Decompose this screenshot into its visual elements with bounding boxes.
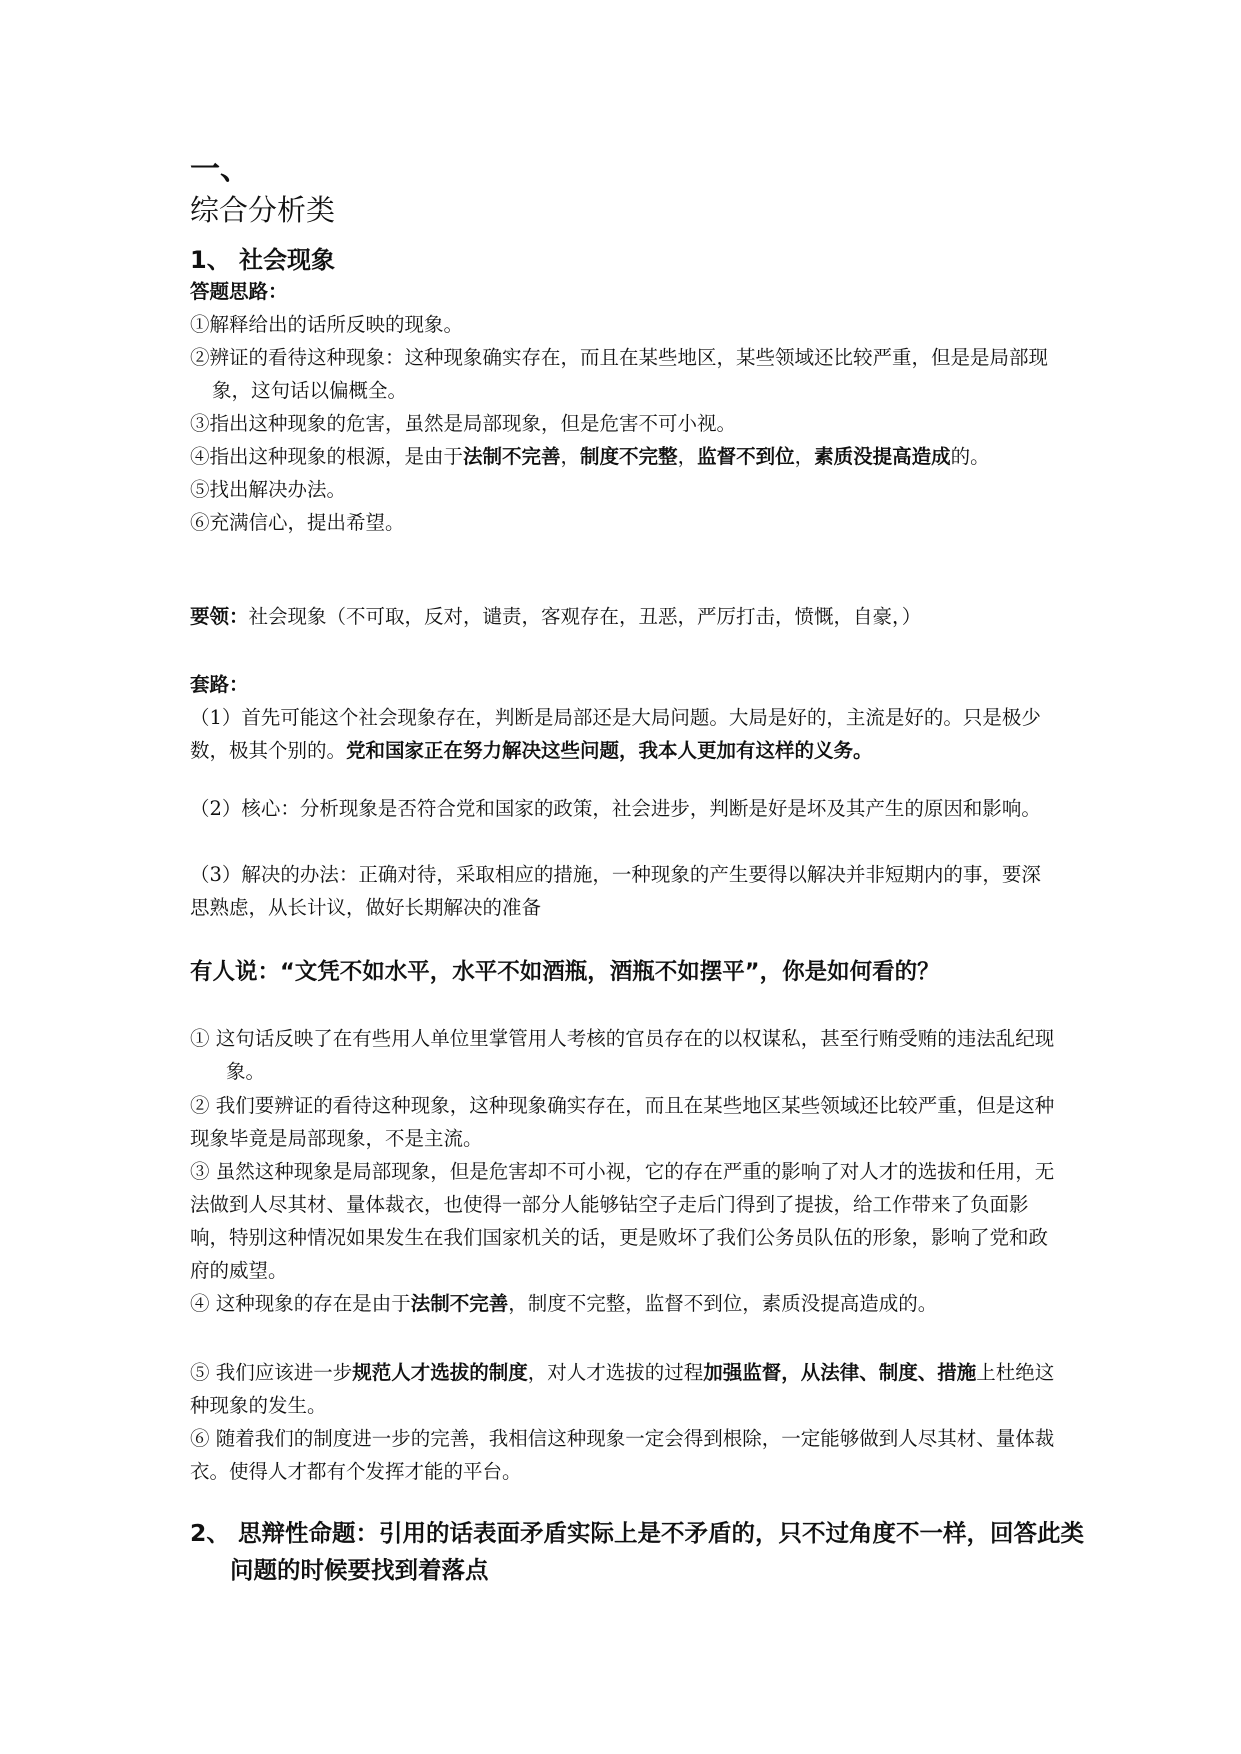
idea-item: ⑥充满信心，提出希望。 — [190, 511, 405, 534]
idea-bold: 制度不完整 — [580, 445, 678, 468]
comma: ， — [677, 445, 698, 468]
answer-1 — [190, 1022, 1060, 1088]
section-2-heading: 2、 思辩性命题：引用的话表面矛盾实际上是不矛盾的，只不过角度不一样，回答此类问题的时候要找到着落点 — [190, 1519, 1085, 1584]
routine-3 — [190, 858, 1060, 924]
answer-text: ⑤ 我们应该进一步 — [190, 1361, 353, 1384]
answer-bold: 加强监督，从法律、制度、措施 — [703, 1361, 977, 1384]
answer-item: ③ 虽然这种现象是局部现象，但是危害却不可小视，它的存在严重的影响了对人才的选拔和任用，无法做到人尽其材、量体裁衣，也使得一部分人能够钻空子走后门得到了提拔，给工作带来了负面影响，特别这种情况如果发生在我们国家机关的话，更是败坏了我们公务员队伍的形象，影响了党和政府的威望。 — [190, 1160, 1055, 1282]
idea-bold: 法制不完善 — [463, 445, 561, 468]
key-points — [190, 600, 1060, 633]
answer-6 — [190, 1422, 1060, 1488]
ideas-label: 答题思路： — [190, 280, 288, 303]
answer-item: ① 这句话反映了在有些用人单位里掌管用人考核的官员存在的以权谋私，甚至行贿受贿的违法乱纪现象。 — [190, 1027, 1055, 1083]
answer-text: ④ 这种现象的存在是由于 — [190, 1292, 411, 1315]
routine-2 — [190, 792, 1060, 825]
answer-4 — [190, 1287, 1060, 1320]
answer-bold: 规范人才选拔的制度 — [352, 1361, 528, 1384]
key-text: 社会现象（不可取，反对，谴责，客观存在，丑恶，严厉打击，愤慨，自豪，） — [248, 605, 922, 628]
idea-bold: 素质没提高造成 — [814, 445, 951, 468]
routine-text: （2）核心：分析现象是否符合党和国家的政策，社会进步，判断是好是坏及其产生的原因和影响。 — [190, 797, 1041, 820]
answer-text: ，对人才选拔的过程 — [527, 1361, 704, 1384]
idea-item: ②辨证的看待这种现象：这种现象确实存在，而且在某些地区，某些领域还比较严重，但是是局部现象，这句话以偏概全。 — [190, 346, 1049, 402]
question: 有人说：“文凭不如水平，水平不如酒瓶，酒瓶不如摆平”，你是如何看的？ — [190, 959, 940, 985]
answer-2 — [190, 1089, 1060, 1155]
comma: ， — [794, 445, 815, 468]
answer-text: ，制度不完整，监督不到位，素质没提高造成的。 — [508, 1292, 938, 1315]
answer-item: ⑥ 随着我们的制度进一步的完善，我相信这种现象一定会得到根除，一定能够做到人尽其材、量体裁衣。使得人才都有个发挥才能的平台。 — [190, 1427, 1055, 1483]
comma: ， — [560, 445, 581, 468]
idea-item: ⑤找出解决办法。 — [190, 478, 347, 501]
routine-bold: 党和国家正在努力解决这些问题，我本人更加有这样的义务。 — [346, 739, 873, 762]
answer-text: 上杜绝这种现象的发生。 — [190, 1361, 1055, 1417]
routine-text: （3）解决的办法：正确对待，采取相应的措施，一种现象的产生要得以解决并非短期内的事，要深思熟虑，从长计议，做好长期解决的准备 — [190, 863, 1041, 919]
idea-item: ③指出这种现象的危害，虽然是局部现象，但是危害不可小视。 — [190, 412, 737, 435]
key-label: 要领： — [190, 605, 249, 628]
answer-item: ② 我们要辨证的看待这种现象，这种现象确实存在，而且在某些地区某些领域还比较严重，但是这种现象毕竟是局部现象，不是主流。 — [190, 1094, 1055, 1150]
answer-bold: 法制不完善 — [410, 1292, 509, 1315]
idea-item — [190, 440, 1060, 473]
ideas-list — [190, 308, 1060, 539]
idea-text: 的。 — [950, 445, 990, 468]
answer-5 — [190, 1356, 1060, 1422]
routine-label: 套路： — [190, 673, 249, 696]
idea-bold: 监督不到位 — [697, 445, 795, 468]
section-1-heading: 1、 社会现象 — [190, 246, 336, 274]
part-number: 一、 — [190, 152, 250, 187]
part-title: 综合分析类 — [190, 193, 336, 227]
answer-3 — [190, 1155, 1060, 1287]
idea-text: ④指出这种现象的根源，是由于 — [190, 445, 464, 468]
idea-item: ①解释给出的话所反映的现象。 — [190, 313, 464, 336]
routine-text: （1）首先可能这个社会现象存在，判断是局部还是大局问题。大局是好的，主流是好的。只是极少数，极其个别的。 — [190, 706, 1041, 762]
routine-1 — [190, 701, 1060, 767]
